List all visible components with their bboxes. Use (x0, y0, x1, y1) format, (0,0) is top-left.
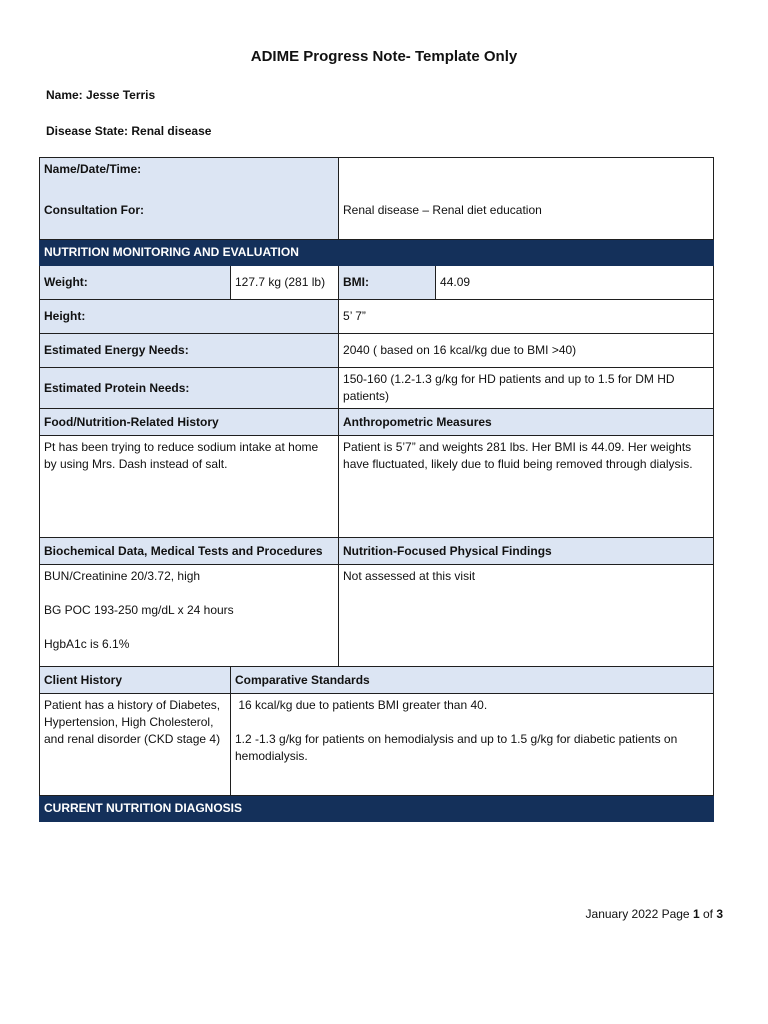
biochem-content-row (40, 565, 714, 667)
consultation-row (40, 158, 714, 240)
comparative-standard-protein: 1.2 -1.3 g/kg for patients on hemodialysis and up to 1.5 g/kg for diabetic patients on hemodialysis. (235, 732, 678, 763)
energy-label: Estimated Energy Needs: (40, 334, 339, 368)
client-history-label: Client History (40, 667, 231, 694)
biochem-values-cell (40, 565, 339, 667)
weight-row (40, 266, 714, 300)
protein-label: Estimated Protein Needs: (40, 368, 339, 409)
comparative-standard-energy: 16 kcal/kg due to patients BMI greater than 40. (235, 698, 488, 712)
footer-page-number: 1 (692, 907, 700, 921)
biochem-header-row (40, 538, 714, 565)
consultation-value-cell (339, 158, 714, 240)
adime-note-table (39, 157, 714, 822)
height-value: 5’ 7” (339, 300, 714, 334)
history-header-row (40, 409, 714, 436)
client-history-value: Patient has a history of Diabetes, Hypertension, High Cholesterol, and renal disorder (CKD stage 4) (40, 694, 231, 796)
protein-row (40, 368, 714, 409)
weight-value: 127.7 kg (281 lb) (231, 266, 339, 300)
anthropometric-label: Anthropometric Measures (339, 409, 714, 436)
biochem-hgba1c: HgbA1c is 6.1% (44, 637, 130, 651)
anthropometric-value: Patient is 5’7” and weights 281 lbs. Her BMI is 44.09. Her weights have fluctuated, likely due to fluid being removed through dialysis. (339, 436, 714, 538)
height-row (40, 300, 714, 334)
name-date-time-label: Name/Date/Time: (44, 162, 142, 176)
biochem-bg-poc: BG POC 193-250 mg/dL x 24 hours (44, 603, 234, 617)
comparative-standards-cell (231, 694, 714, 796)
footer-total-pages: 3 (716, 907, 723, 921)
biochem-label: Biochemical Data, Medical Tests and Procedures (40, 538, 339, 565)
height-label: Height: (40, 300, 339, 334)
diagnosis-section-row (40, 796, 714, 822)
client-history-header-row (40, 667, 714, 694)
energy-value: 2040 ( based on 16 kcal/kg due to BMI >40) (339, 334, 714, 368)
physical-findings-value: Not assessed at this visit (339, 565, 714, 667)
weight-label: Weight: (40, 266, 231, 300)
name-date-consultation-cell (40, 158, 339, 240)
protein-value: 150-160 (1.2-1.3 g/kg for HD patients and up to 1.5 for DM HD patients) (339, 368, 714, 409)
food-history-label: Food/Nutrition-Related History (40, 409, 339, 436)
food-history-value: Pt has been trying to reduce sodium intake at home by using Mrs. Dash instead of salt. (40, 436, 339, 538)
disease-state: Disease State: Renal disease (46, 124, 212, 138)
page-footer (586, 907, 723, 921)
comparative-standards-label: Comparative Standards (231, 667, 714, 694)
history-content-row (40, 436, 714, 538)
footer-of-text: of (699, 907, 717, 921)
document-title: ADIME Progress Note- Template Only (250, 48, 518, 65)
patient-name: Name: Jesse Terris (46, 88, 156, 102)
consultation-value: Renal disease – Renal diet education (343, 203, 542, 217)
biochem-bun-creatinine: BUN/Creatinine 20/3.72, high (44, 569, 201, 583)
physical-findings-label: Nutrition-Focused Physical Findings (339, 538, 714, 565)
energy-row (40, 334, 714, 368)
diagnosis-header: CURRENT NUTRITION DIAGNOSIS (40, 796, 714, 822)
monitoring-section-row (40, 240, 714, 266)
bmi-label: BMI: (339, 266, 436, 300)
footer-date-text: January 2022 Page (585, 907, 693, 921)
monitoring-header: NUTRITION MONITORING AND EVALUATION (40, 240, 714, 266)
client-history-content-row (40, 694, 714, 796)
consultation-label: Consultation For: (44, 203, 144, 217)
bmi-value: 44.09 (436, 266, 714, 300)
